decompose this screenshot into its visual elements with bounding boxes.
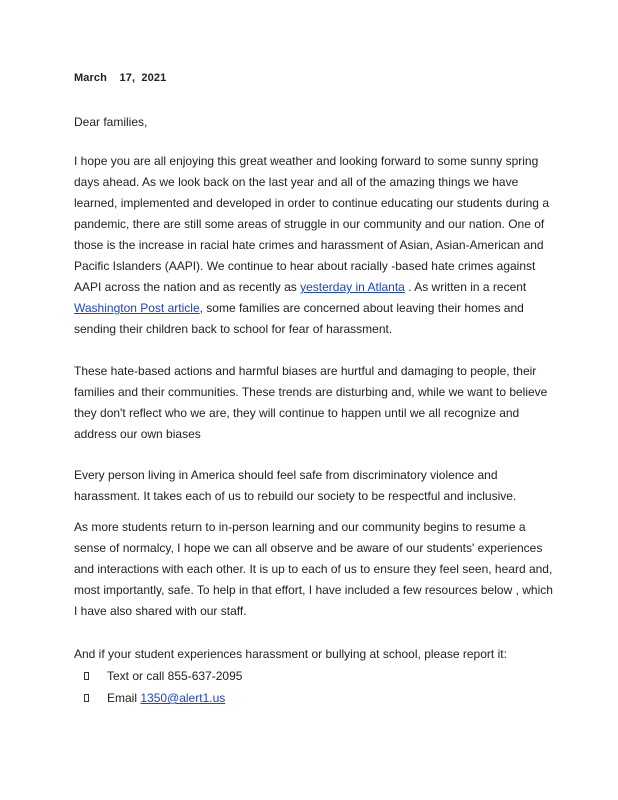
paragraph-report: And if your student experiences harassment or bullying at school, please report it: bbox=[74, 647, 507, 661]
paragraph-text: , some families are concerned about leaving their homes and sending their children back to school for fear of harassment. bbox=[74, 301, 524, 336]
email-link[interactable]: 1350@alert1.us bbox=[140, 691, 226, 705]
bullet-icon bbox=[84, 694, 89, 702]
contact-list bbox=[84, 665, 242, 709]
bullet-icon bbox=[84, 672, 89, 680]
paragraph-biases: These hate-based actions and harmful biases are hurtful and damaging to people, their families and their communities. These trends are disturbing and, while we want to believe they don't reflect who we are, they will continue to happen until we all recognize and address our own biases bbox=[74, 364, 548, 441]
paragraph-resources: As more students return to in-person learning and our community begins to resume a sense of normalcy, I hope we can all observe and be aware of our students' experiences and interactions with each other. It is up to each of us to ensure they feel seen, heard and, most importantly, safe. To help in that effort, I have included a few resources below , which I have also shared with our staff. bbox=[74, 520, 553, 618]
list-item bbox=[84, 687, 242, 709]
washington-post-article-link[interactable]: Washington Post article bbox=[74, 301, 200, 315]
text-or-call-label: Text or call 855-637-2095 bbox=[107, 669, 243, 683]
paragraph-text: . As written in a recent bbox=[404, 280, 527, 294]
salutation: Dear families, bbox=[74, 115, 148, 129]
list-item bbox=[84, 665, 242, 687]
paragraph-safety: Every person living in America should feel safe from discriminatory violence and harassment. It takes each of us to rebuild our society to be respectful and inclusive. bbox=[74, 468, 517, 503]
paragraph-text: I hope you are all enjoying this great weather and looking forward to some sunny spring days ahead. As we look back on the last year and all of the amazing things we have learned, implemented and developed in order to continue educating our students during a pandemic, there are still some areas of struggle in our community and our nation. One of those is the increase in racial hate crimes and harassment of Asian, Asian-American and Pacific Islanders (AAPI). We continue to hear about racially -based hate crimes against AAPI across the nation and as recently as bbox=[74, 154, 549, 294]
paragraph-hate-crimes bbox=[74, 151, 554, 340]
email-label: Email bbox=[107, 691, 141, 705]
letter-date: March 17, 2021 bbox=[74, 72, 167, 84]
atlanta-article-link[interactable]: yesterday in Atlanta bbox=[300, 280, 405, 294]
